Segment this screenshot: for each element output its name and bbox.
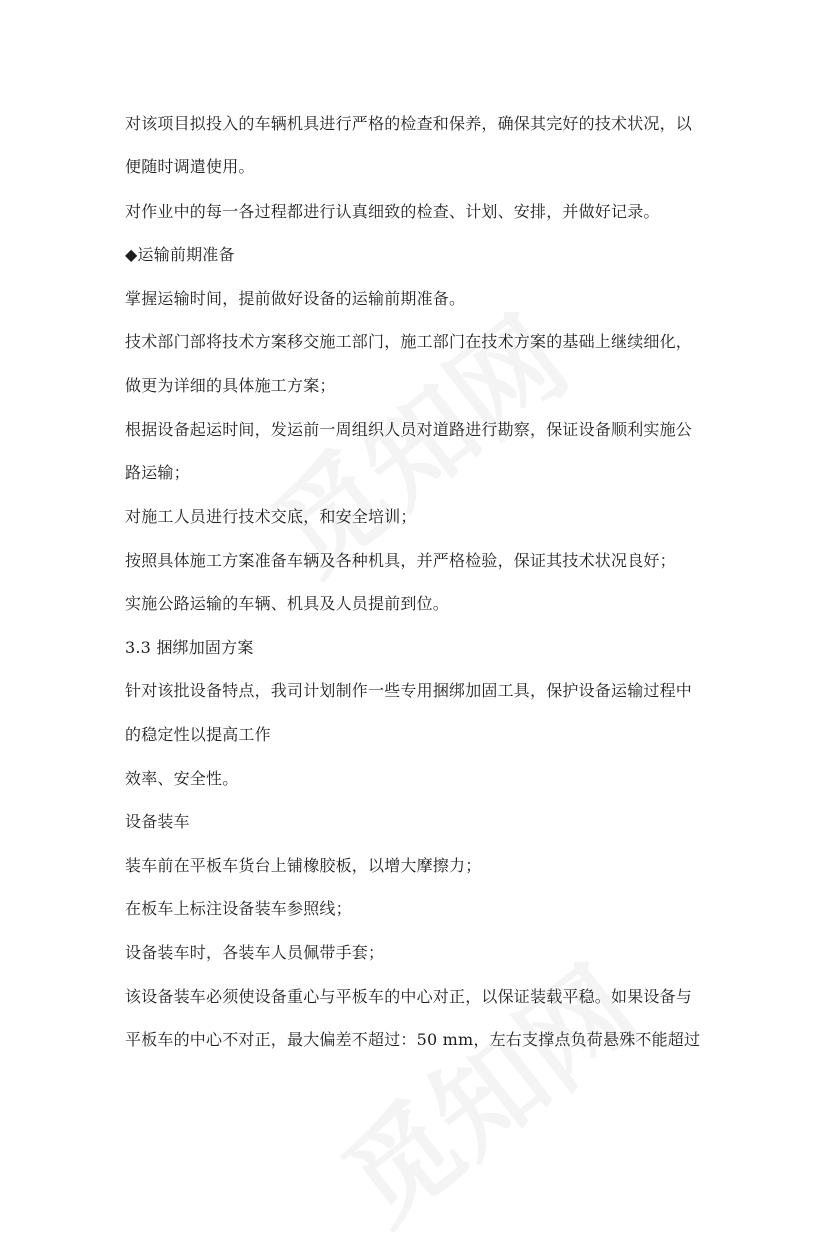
- paragraph-line: 技术部门部将技术方案移交施工部门，施工部门在技术方案的基础上继续细化，: [125, 332, 693, 351]
- paragraph-line: 掌握运输时间，提前做好设备的运输前期准备。: [125, 289, 466, 308]
- paragraph-line: 效率、安全性。: [125, 769, 239, 788]
- paragraph-line: 针对该批设备特点，我司计划制作一些专用捆绑加固工具，保护设备运输过程中: [125, 681, 693, 700]
- paragraph-line: 实施公路运输的车辆、机具及人员提前到位。: [125, 594, 450, 613]
- paragraph-line: 对该项目拟投入的车辆机具进行严格的检查和保养，确保其完好的技术状况，以: [125, 114, 693, 133]
- paragraph-line: 便随时调遣使用。: [125, 157, 255, 176]
- paragraph-line: 设备装车时，各装车人员佩带手套；: [125, 943, 385, 962]
- section-heading: ◆运输前期准备: [125, 245, 235, 264]
- paragraph-line: 在板车上标注设备装车参照线；: [125, 899, 352, 918]
- paragraph-line: 该设备装车必须使设备重心与平板车的中心对正，以保证装载平稳。如果设备与: [125, 987, 693, 1006]
- paragraph-line: 装车前在平板车货台上铺橡胶板，以增大摩擦力；: [125, 856, 482, 875]
- paragraph-line: 按照具体施工方案准备车辆及各种机具，并严格检验，保证其技术状况良好；: [125, 551, 676, 570]
- paragraph-line: 平板车的中心不对正，最大偏差不超过：50 mm，左右支撑点负荷悬殊不能超过: [125, 1030, 701, 1049]
- paragraph-line: 根据设备起运时间，发运前一周组织人员对道路进行勘察，保证设备顺利实施公: [125, 420, 693, 439]
- paragraph-line: 路运输；: [125, 463, 190, 482]
- paragraph-line: 的稳定性以提高工作: [125, 725, 271, 744]
- paragraph-line: 对作业中的每一各过程都进行认真细致的检查、计划、安排，并做好记录。: [125, 202, 660, 221]
- watermark: [306, 925, 663, 1253]
- paragraph-line: 做更为详细的具体施工方案；: [125, 376, 336, 395]
- section-heading: 设备装车: [125, 812, 190, 831]
- paragraph-line: 对施工人员进行技术交底，和安全培训；: [125, 507, 417, 526]
- section-heading: 3.3 捆绑加固方案: [125, 638, 254, 657]
